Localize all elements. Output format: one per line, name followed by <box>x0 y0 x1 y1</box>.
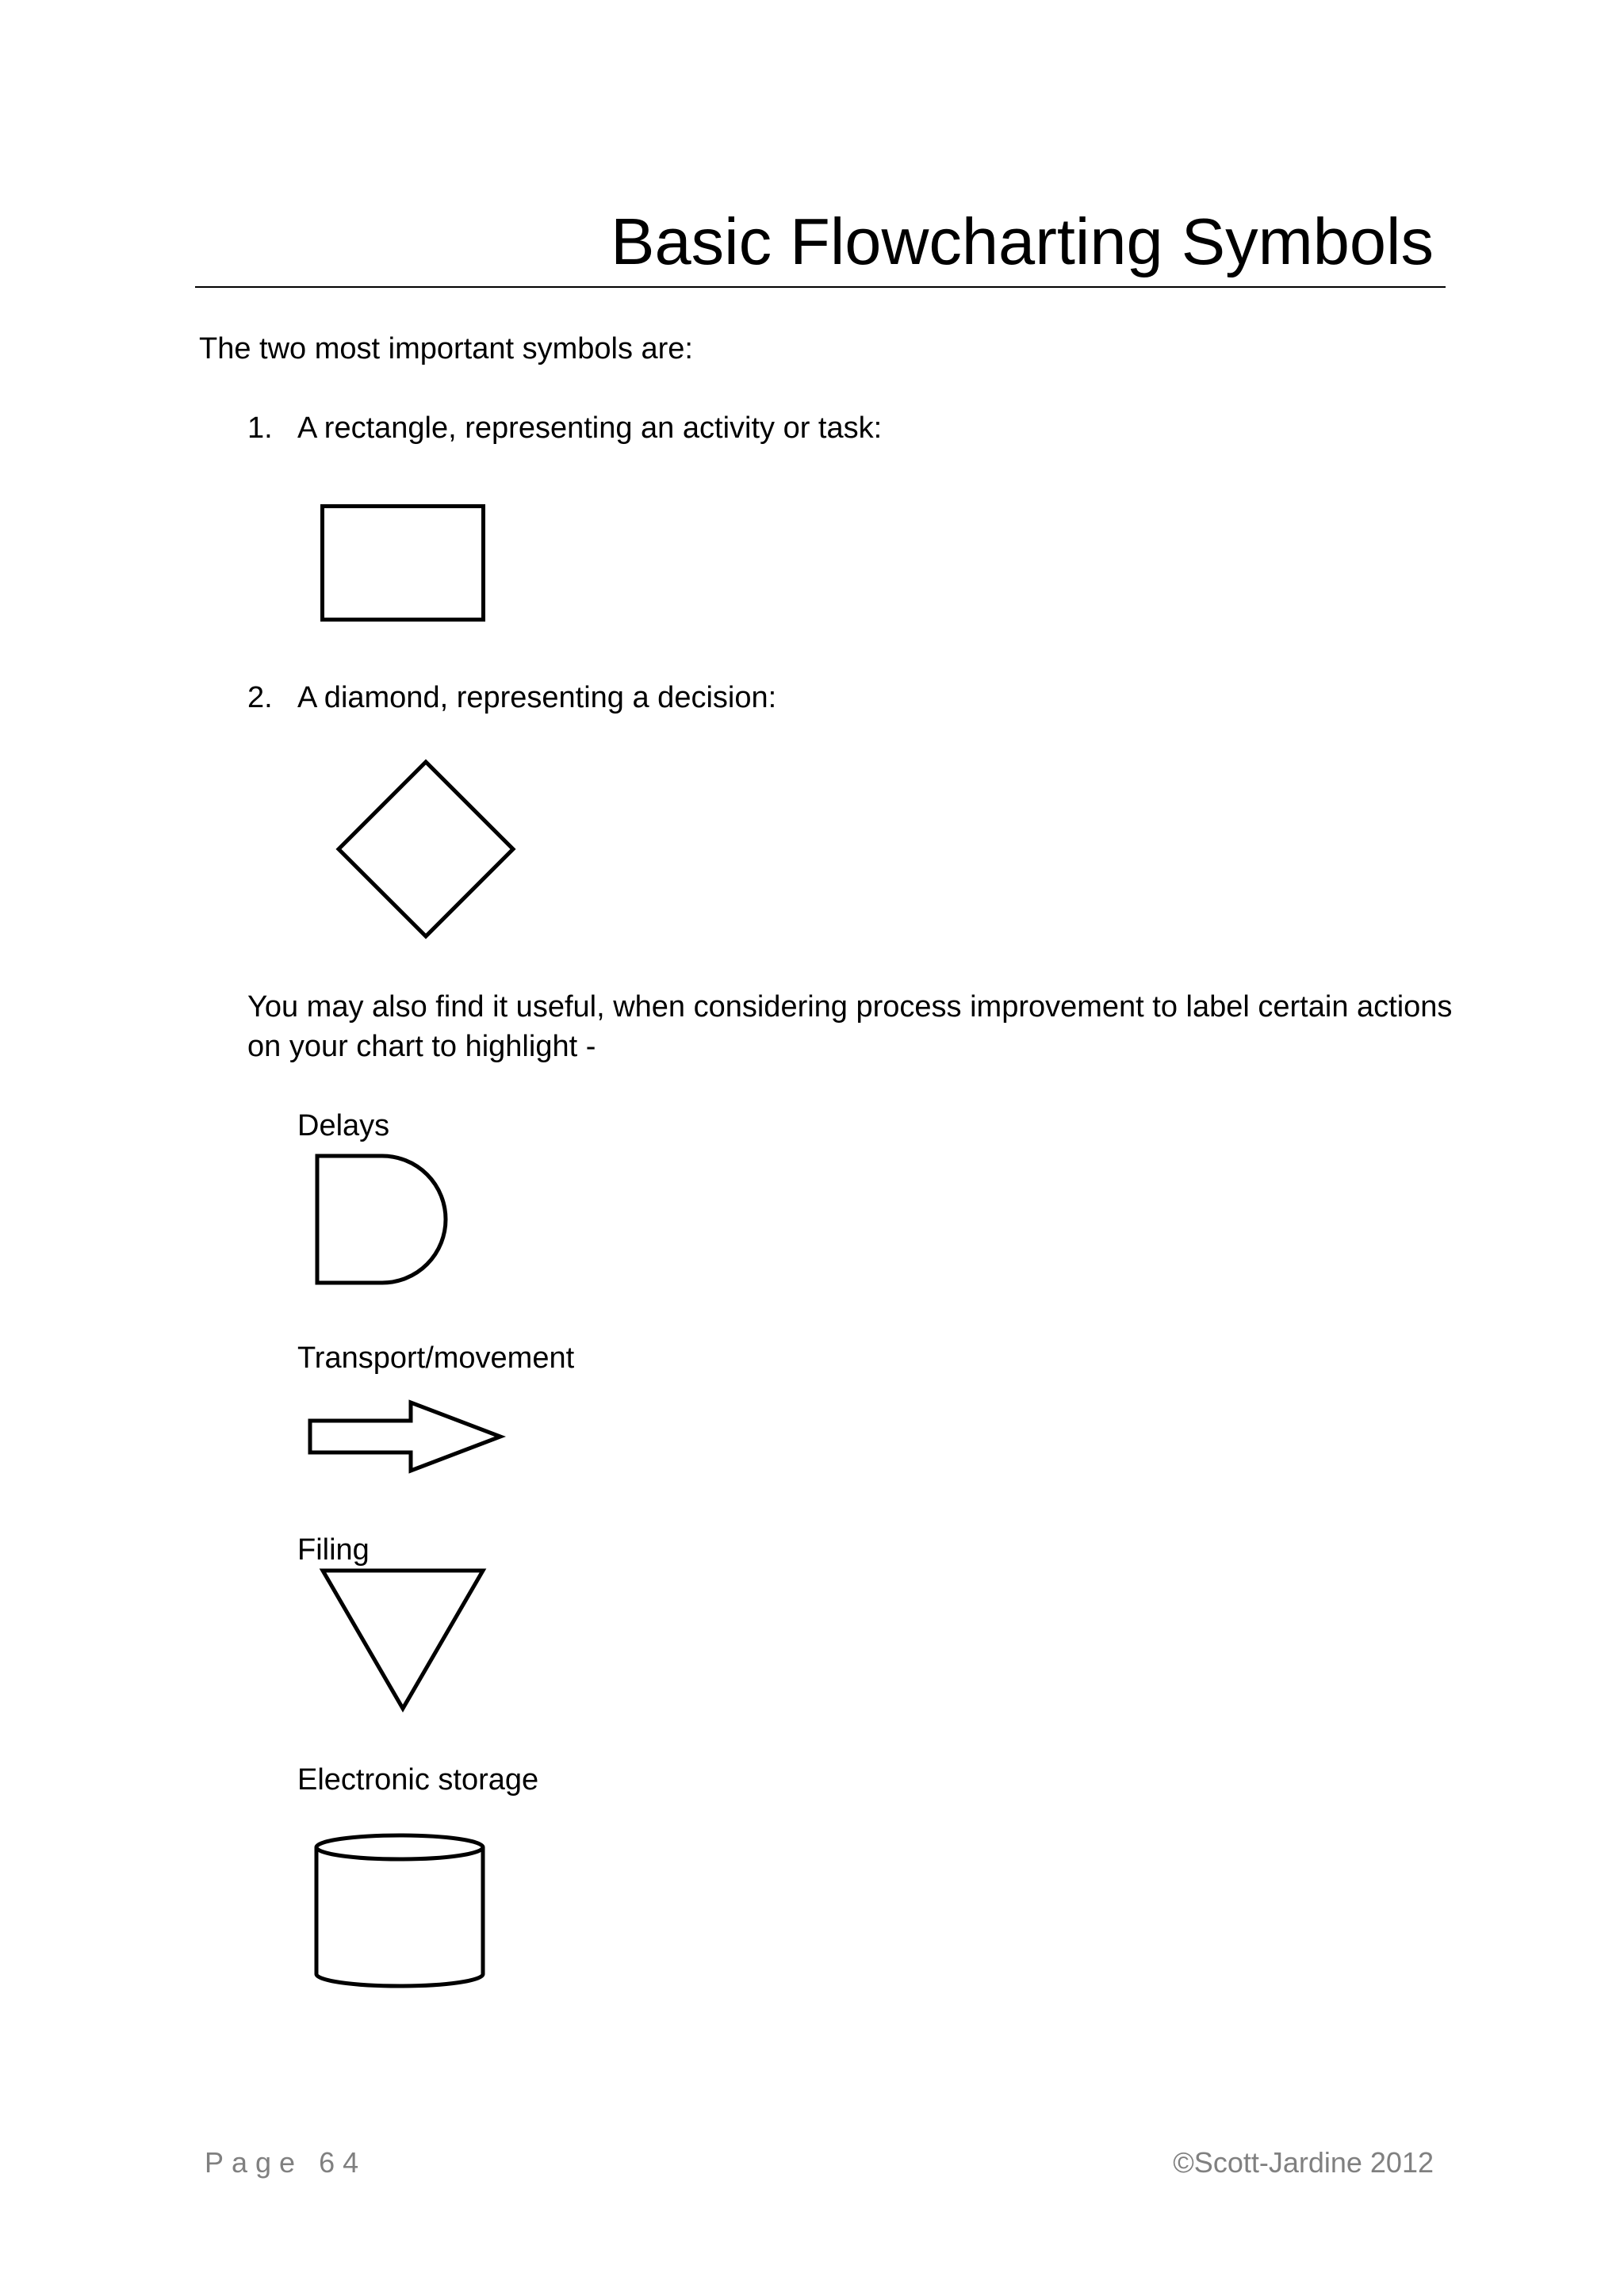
intro-text: The two most important symbols are: <box>199 332 693 365</box>
symbol-label-transport: Transport/movement <box>297 1341 575 1375</box>
page-number: Page 64 <box>205 2146 367 2179</box>
list-item-number: 1. <box>247 411 273 445</box>
triangle-icon <box>320 1568 485 1711</box>
list-item <box>247 408 882 448</box>
rectangle-icon <box>320 504 485 622</box>
copyright-text: ©Scott-Jardine 2012 <box>1173 2146 1434 2179</box>
symbol-label-storage: Electronic storage <box>297 1763 539 1797</box>
list-item <box>247 678 776 718</box>
list-item-number: 2. <box>247 681 273 714</box>
list-item-text: A rectangle, representing an activity or task: <box>297 411 883 445</box>
body-paragraph: You may also find it useful, when considering process improvement to label certain actions on your chart to highlight - <box>247 990 1453 1063</box>
delay-icon <box>315 1154 450 1285</box>
title-underline <box>195 286 1446 288</box>
diamond-icon <box>336 760 515 939</box>
symbol-label-delays: Delays <box>297 1109 390 1142</box>
page-title: Basic Flowcharting Symbols <box>611 205 1434 278</box>
arrow-icon <box>308 1400 503 1473</box>
cylinder-icon <box>313 1833 486 1988</box>
list-item-text: A diamond, representing a decision: <box>297 681 777 714</box>
symbol-label-filing: Filing <box>297 1533 370 1567</box>
